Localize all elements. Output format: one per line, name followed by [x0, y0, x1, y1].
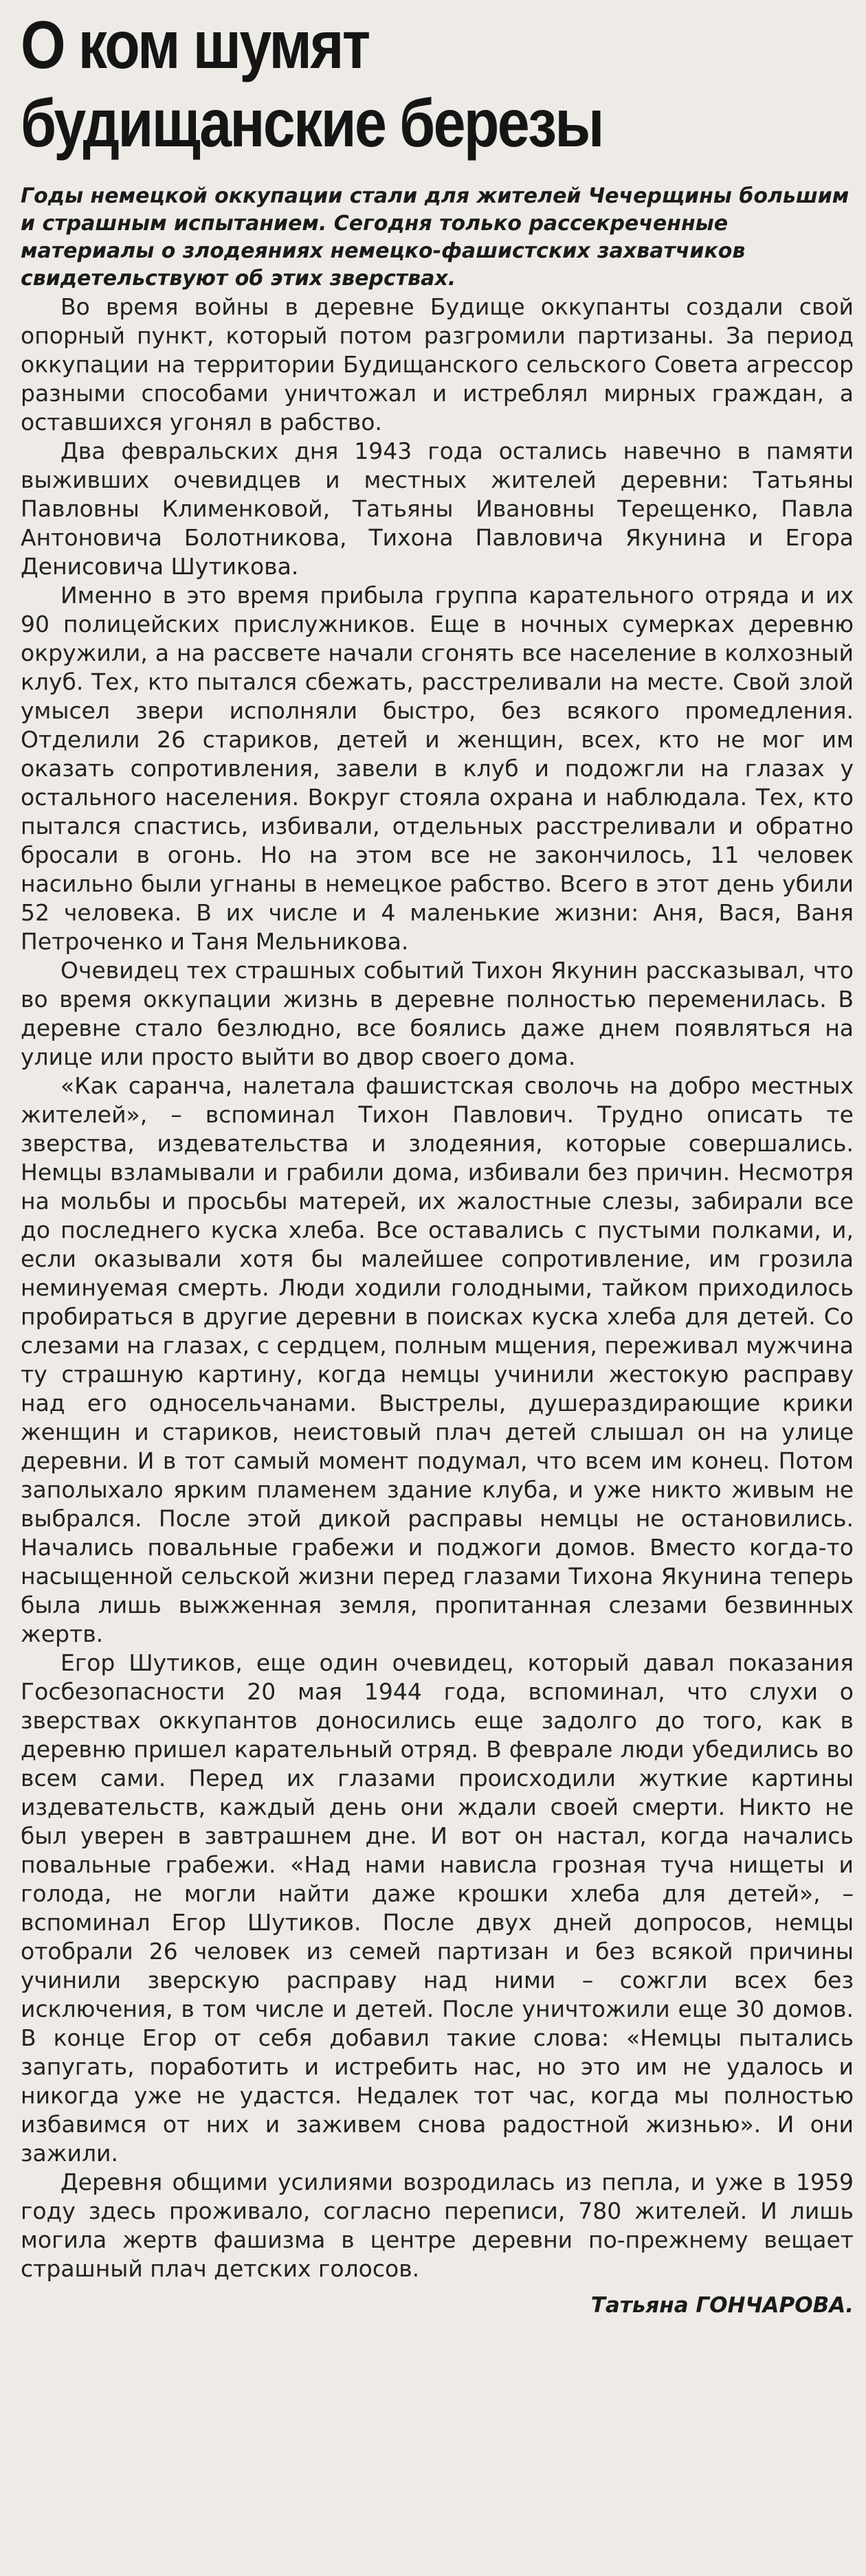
paragraph-6: Егор Шутиков, еще один очевидец, который давал показания Госбезопасности 20 мая 1944 года, вспоминал, что слухи о зверствах оккупантов доносились еще задолго до того, как в деревню пришел карательный отряд. В феврале люди убедились во всем сами. Перед их глазами происходили жуткие картины издевательств, каждый день они ждали своей смерти. Никто не был уверен в завтрашнем дне. И вот он настал, когда начались повальные грабежи. «Над нами нависла грозная туча нищеты и голода, не могли найти даже крошки хлеба для детей», – вспоминал Егор Шутиков. После двух дней допросов, немцы отобрали 26 человек из семей партизан и без всякой причины учинили зверскую расправу над ними – сожгли всех без исключения, в том числе и детей. После уничтожили еще 30 домов. В конце Егор от себя добавил такие слова: «Немцы пытались запугать, поработить и истребить нас, но это им не удалось и никогда уже не удастся. Недалек тот час, когда мы полностью избавимся от них и заживем снова радостной жизнью». И они зажили.: [21, 1649, 854, 2167]
article-headline: [21, 5, 737, 162]
article-body: [21, 293, 854, 2283]
paragraph-5: «Как саранча, налетала фашистская сволочь на добро местных жителей», – вспоминал Тихон Павлович. Трудно описать те зверства, издевательства и злодеяния, которые совершались. Немцы взламывали и грабили дома, избивали без причин. Несмотря на мольбы и просьбы матерей, их жалостные слезы, забирали все до последнего куска хлеба. Все оставались с пустыми полками, и, если оказывали хотя бы малейшее сопротивление, им грозила неминуемая смерть. Люди ходили голодными, тайком приходилось пробираться в другие деревни в поисках куска хлеба для детей. Со слезами на глазах, с сердцем, полным мщения, переживал мужчина ту страшную картину, когда немцы учинили жестокую расправу над его односельчанами. Выстрелы, душераздирающие крики женщин и стариков, неистовый плач детей слышал он на улице деревни. И в тот самый момент подумал, что всем им конец. Потом заполыхало ярким пламенем здание клуба, и уже никто живым не выбрался. После этой дикой расправы немцы не остановились. Начались повальные грабежи и поджоги домов. Вместо когда-то насыщенной сельской жизни перед глазами Тихона Якунина теперь была лишь выжженная земля, пропитанная слезами безвинных жертв.: [21, 1072, 854, 1647]
headline-line-2: будищанские березы: [21, 85, 603, 161]
author-signature: Татьяна ГОНЧАРОВА.: [590, 2293, 854, 2318]
paragraph-7: Деревня общими усилиями возродилась из пепла, и уже в 1959 году здесь проживало, согласно переписи, 780 жителей. И лишь могила жертв фашизма в центре деревни по-прежнему вещает страшный плач детских голосов.: [21, 2169, 854, 2282]
paragraph-3: Именно в это время прибыла группа карательного отряда и их 90 полицейских прислужников. Еще в ночных сумерках деревню окружили, а на рассвете начали сгонять все население в колхозный клуб. Тех, кто пытался сбежать, расстреливали на месте. Свой злой умысел звери исполняли быстро, без всякого промедления. Отделили 26 стариков, детей и женщин, всех, кто не мог им оказать сопротивления, завели в клуб и подожгли на глазах у остального населения. Вокруг стояла охрана и наблюдала. Тех, кто пытался спастись, избивали, отдельных расстреливали и обратно бросали в огонь. Но на этом все не закончилось, 11 человек насильно были угнаны в немецкое рабство. Всего в этот день убили 52 человека. В их числе и 4 маленькие жизни: Аня, Вася, Ваня Петроченко и Таня Мельникова.: [21, 582, 854, 955]
paragraph-4: Очевидец тех страшных событий Тихон Якунин рассказывал, что во время оккупации жизнь в деревне полностью переменилась. В деревне стало безлюдно, все боялись даже днем появляться на улице или просто выйти во двор своего дома.: [21, 957, 854, 1070]
paragraph-2: Два февральских дня 1943 года остались навечно в памяти выживших очевидцев и местных жителей деревни: Татьяны Павловны Клименковой, Татьяны Ивановны Терещенко, Павла Антоновича Болотникова, Тихона Павловича Якунина и Егора Денисовича Шутикова.: [21, 438, 854, 580]
article-lead: Годы немецкой оккупации стали для жителей Чечерщины большим и страшным испытанием. Сегодня только рассекреченные материалы о злодеяниях немецко-фашистских захватчиков свидетельствуют об этих зверствах.: [21, 184, 850, 291]
paragraph-1: Во время войны в деревне Будище оккупанты создали свой опорный пункт, который потом разгромили партизаны. За период оккупации на территории Будищанского сельского Совета агрессор разными способами уничтожал и истреблял мирных граждан, а оставшихся угонял в рабство.: [21, 293, 854, 436]
headline-line-1: О ком шумят: [21, 7, 369, 82]
